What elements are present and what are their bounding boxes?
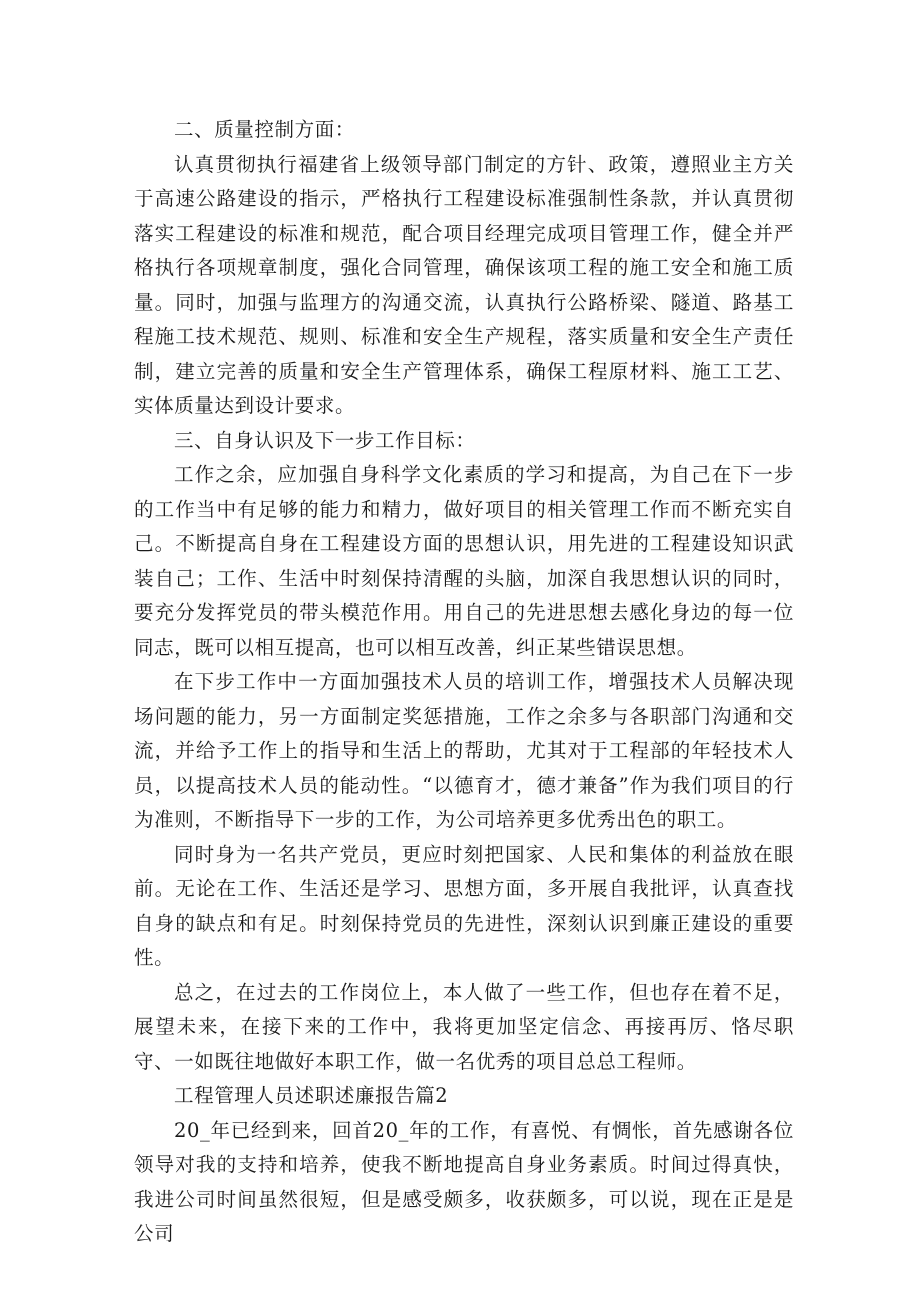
section-heading-quality-control: 二、质量控制方面： [174,118,355,141]
paragraph-staff-training: 在下步工作中一方面加强技术人员的培训工作，增强技术人员解决现场问题的能力，另一方面制定奖惩措施，工作之余多与各职部门沟通和交流，并给予工作上的指导和生活上的帮助，尤其对于工程部的年轻技术人员，以提高技术人员的能动性。“以德育才，德才兼备”作为我们项目的行为准则，不断指导下一步的工作，为公司培养更多优秀出色的职工。 [134,670,794,831]
paragraph-report-intro: 20_年已经到来，回首20_年的工作，有喜悦、有惆怅，首先感谢各位领导对我的支持和培养，使我不断地提高自身业务素质。时间过得真快，我进公司时间虽然很短，但是感受颇多，收获颇多，可以说，现在正是是公司 [134,1118,794,1245]
paragraph-conclusion: 总之，在过去的工作岗位上，本人做了一些工作，但也存在着不足，展望未来，在接下来的工作中，我将更加坚定信念、再接再厉、恪尽职守、一如既往地做好本职工作，做一名优秀的项目总总工程师。 [134,980,794,1073]
section-heading-self-awareness: 三、自身认识及下一步工作目标： [174,428,476,452]
paragraph-self-improvement: 工作之余，应加强自身科学文化素质的学习和提高，为自己在下一步的工作当中有足够的能力和精力，做好项目的相关管理工作而不断充实自己。不断提高自身在工程建设方面的思想认识，用先进的工程建设知识武装自己；工作、生活中时刻保持清醒的头脑，加深自我思想认识的同时，要充分发挥党员的带头模范作用。用自己的先进思想去感化身边的每一位同志，既可以相互提高，也可以相互改善，纠正某些错误思想。 [134,463,794,659]
document-body [134,113,794,1252]
paragraph-party-member: 同时身为一名共产党员，更应时刻把国家、人民和集体的利益放在眼前。无论在工作、生活还是学习、思想方面，多开展自我批评，认真查找自身的缺点和有足。时刻保持党员的先进性，深刻认识到廉正建设的重要性。 [134,842,794,969]
report-title-part-2: 工程管理人员述职述廉报告篇2 [174,1084,449,1107]
paragraph-quality-control: 认真贯彻执行福建省上级领导部门制定的方针、政策，遵照业主方关于高速公路建设的指示，严格执行工程建设标准强制性条款，并认真贯彻落实工程建设的标准和规范，配合项目经理完成项目管理工作，健全并严格执行各项规章制度，强化合同管理，确保该项工程的施工安全和施工质量。同时，加强与监理方的沟通交流，认真执行公路桥梁、隧道、路基工程施工技术规范、规则、标准和安全生产规程，落实质量和安全生产责任制，建立完善的质量和安全生产管理体系，确保工程原材料、施工工艺、实体质量达到设计要求。 [134,152,794,417]
